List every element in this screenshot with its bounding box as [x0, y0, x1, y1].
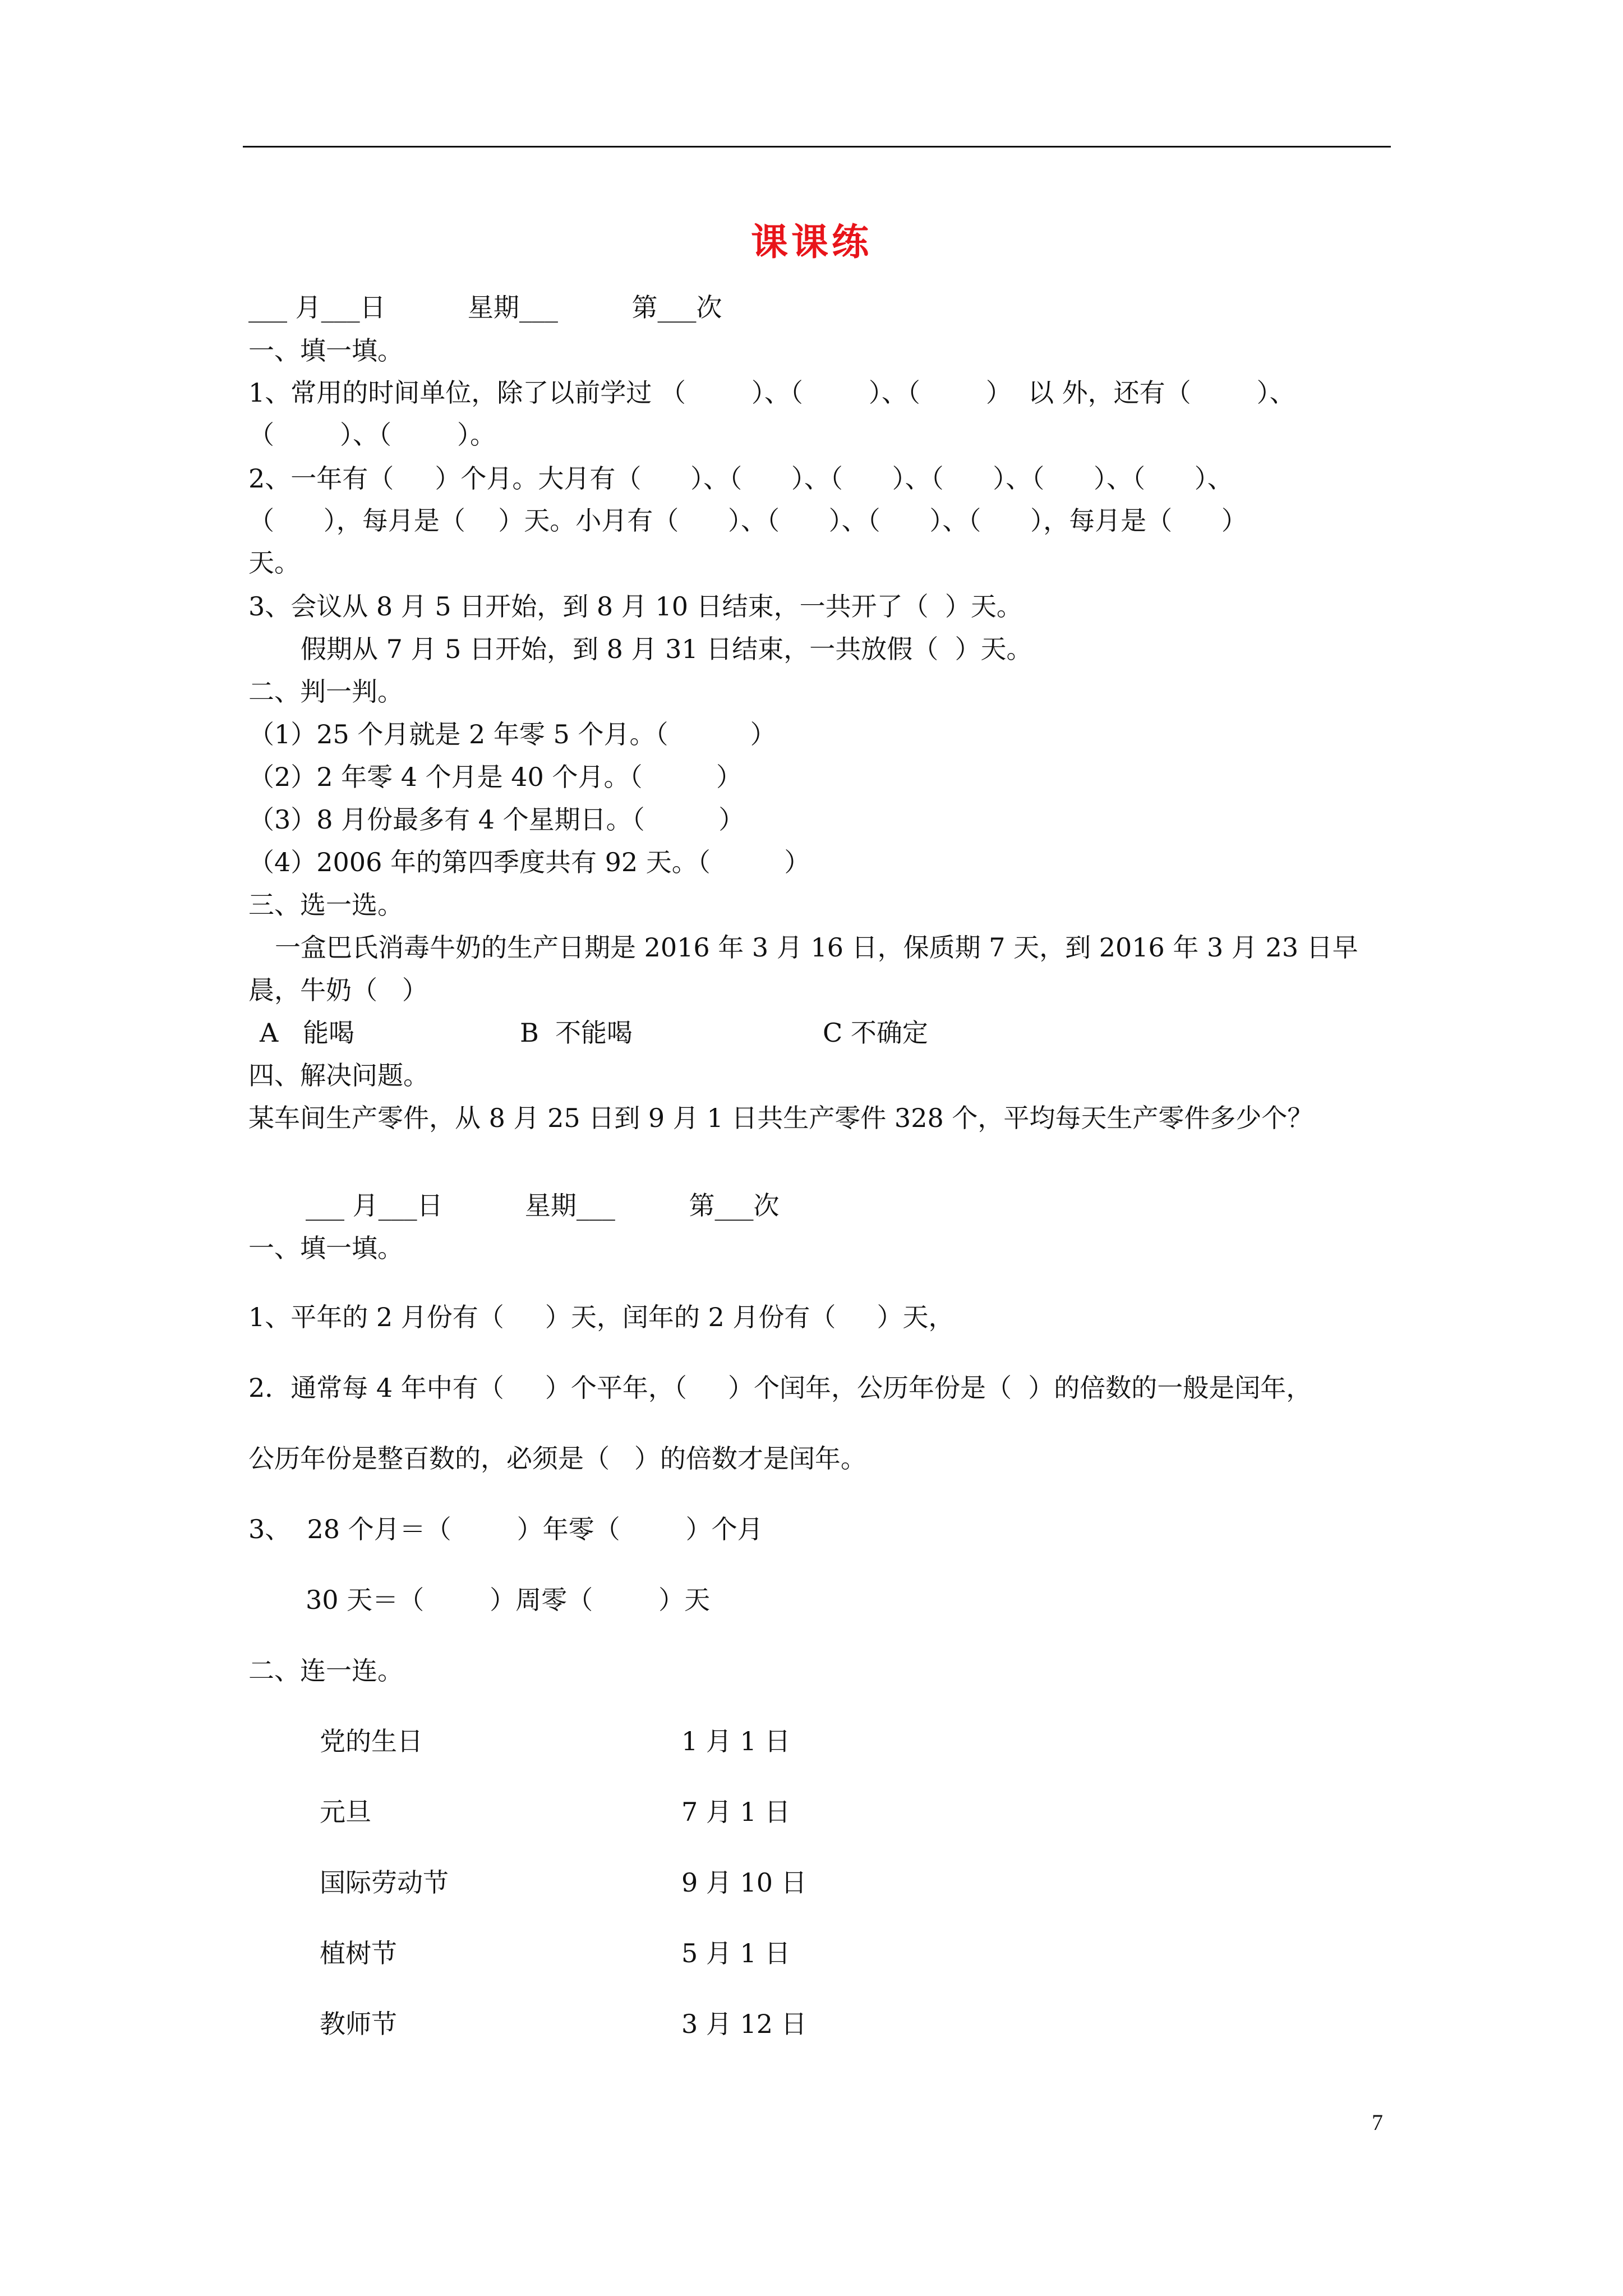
fill-item-3-line-2: 30 天＝（ ）周零（ ）天 [306, 1585, 711, 1615]
question-2-line-2: （ ），每月是（ ）天。小月有（ ）、（ ）、（ ）、（ ），每月是（ ） [248, 505, 1247, 536]
question-1-line-1: 1、常用的时间单位，除了以前学过 （ ）、（ ）、（ ） 以 外，还有（ ）、 [248, 378, 1295, 408]
judge-item-2: （2）2 年零 4 个月是 40 个月。（ ） [248, 762, 743, 792]
match-left-item: 国际劳动节 [320, 1867, 449, 1898]
fill-item-3-line-1: 3、 28 个月＝（ ）年零（ ）个月 [248, 1514, 763, 1544]
match-right-item: 5 月 1 日 [681, 1938, 791, 1968]
judge-item-1: （1）25 个月就是 2 年零 5 个月。（ ） [248, 719, 776, 749]
option-b: B 不能喝 [520, 1018, 633, 1048]
section-choose-title: 三、选一选。 [248, 890, 403, 920]
judge-item-3: （3）8 月份最多有 4 个星期日。（ ） [248, 804, 745, 835]
section-fill-title: 一、填一填。 [248, 335, 403, 366]
section-solve-title: 四、解决问题。 [248, 1060, 429, 1091]
date-header-2: ___ 月___日 星期___ 第___次 [306, 1190, 780, 1221]
option-a: A 能喝 [260, 1018, 355, 1048]
choice-question-line-1: 一盒巴氏消毒牛奶的生产日期是 2016 年 3 月 16 日，保质期 7 天，到 2016 年 3 月 23 日早 [275, 932, 1358, 963]
section-judge-title: 二、判一判。 [248, 677, 403, 707]
section-fill-title-2: 一、填一填。 [248, 1233, 403, 1263]
problem-1: 某车间生产零件，从 8 月 25 日到 9 月 1 日共生产零件 328 个，平均每天生产零件多少个？ [248, 1103, 1313, 1133]
option-c: C 不确定 [823, 1018, 928, 1048]
match-right-item: 7 月 1 日 [681, 1797, 791, 1827]
choice-question-line-2: 晨，牛奶（ ） [248, 975, 428, 1005]
question-2-line-1: 2、一年有（ ）个月。大月有（ ）、（ ）、（ ）、（ ）、（ ）、（ ）、 [248, 463, 1233, 494]
match-right-item: 3 月 12 日 [681, 2009, 807, 2039]
question-2-line-3: 天。 [248, 547, 300, 578]
match-left-item: 党的生日 [320, 1726, 423, 1756]
fill-item-2-line-2: 公历年份是整百数的，必须是（ ）的倍数才是闰年。 [248, 1443, 866, 1474]
match-right-item: 9 月 10 日 [681, 1867, 807, 1898]
page-title: 课课练 [751, 220, 872, 264]
judge-item-4: （4）2006 年的第四季度共有 92 天。（ ） [248, 847, 810, 877]
match-left-item: 植树节 [320, 1938, 397, 1968]
header-rule [243, 146, 1391, 148]
fill-item-2-line-1: 2．通常每 4 年中有（ ）个平年，（ ）个闰年，公历年份是（ ）的倍数的一般是闰年， [248, 1373, 1312, 1403]
fill-item-1: 1、平年的 2 月份有（ ）天，闰年的 2 月份有（ ）天， [248, 1302, 955, 1332]
section-match-title: 二、连一连。 [248, 1655, 403, 1686]
date-header-1: ___ 月___日 星期___ 第___次 [248, 292, 722, 323]
question-1-line-2: （ ）、（ ）。 [248, 420, 496, 450]
question-3-line-1: 3、会议从 8 月 5 日开始，到 8 月 10 日结束，一共开了（ ）天。 [248, 591, 1022, 622]
page-number: 7 [1372, 2110, 1383, 2135]
match-right-item: 1 月 1 日 [681, 1726, 791, 1756]
match-left-item: 元旦 [320, 1797, 371, 1827]
match-left-item: 教师节 [320, 2009, 397, 2039]
question-3-line-2: 假期从 7 月 5 日开始，到 8 月 31 日结束，一共放假（ ）天。 [301, 634, 1032, 664]
